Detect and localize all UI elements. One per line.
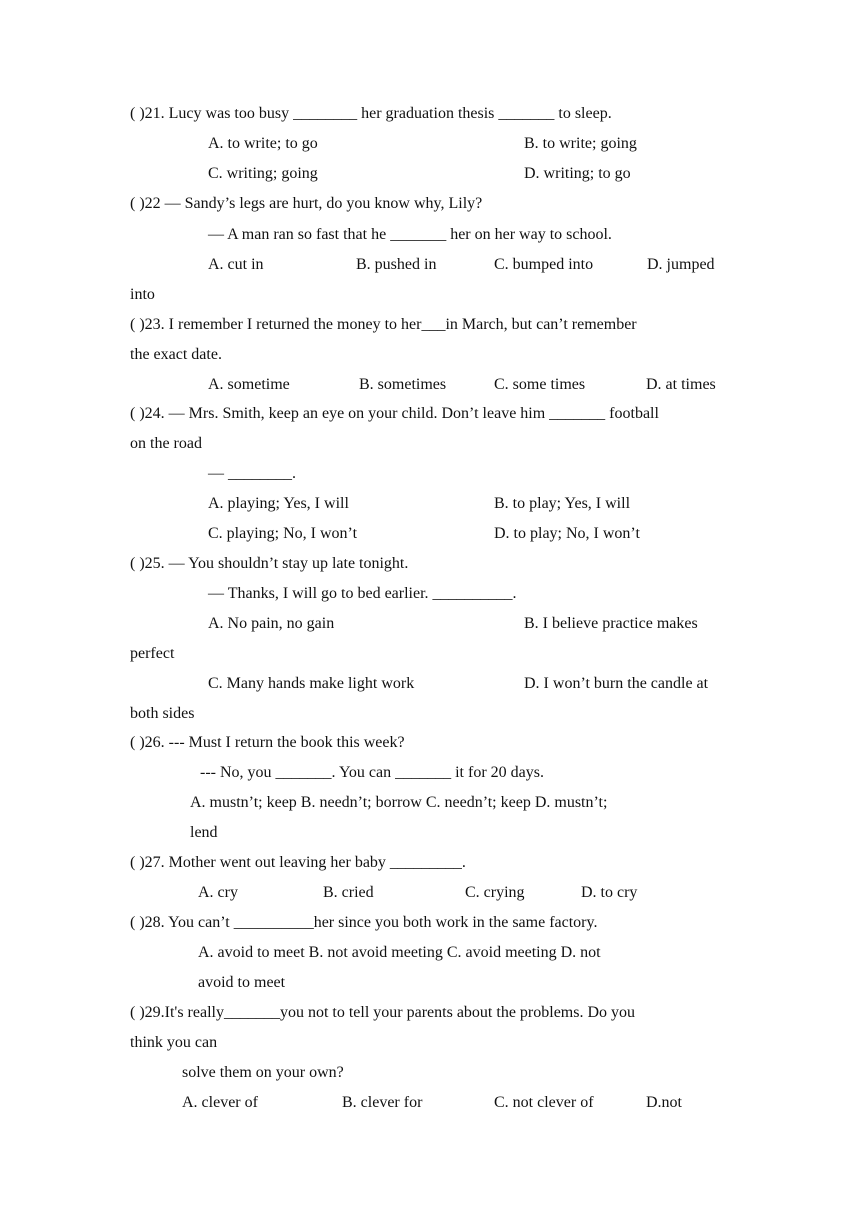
option-b: B. I believe practice makes	[524, 615, 698, 632]
option-a: A. sometime	[208, 376, 290, 393]
options-continued: lend	[190, 824, 218, 841]
option-a: A. clever of	[182, 1094, 258, 1111]
option-d: D. to cry	[581, 884, 638, 901]
option-b: B. clever for	[342, 1094, 423, 1111]
question-dialogue: --- No, you _______. You can _______ it for 20 days.	[200, 764, 544, 781]
option-d-continued: both sides	[130, 705, 195, 722]
option-d: D. I won’t burn the candle at	[524, 675, 709, 692]
question-stem: ( )27. Mother went out leaving her baby _________.	[130, 854, 466, 871]
option-a: A. playing; Yes, I will	[208, 495, 349, 512]
option-b: B. sometimes	[359, 376, 447, 393]
option-b: B. cried	[323, 884, 374, 901]
option-b: B. to play; Yes, I will	[494, 495, 631, 512]
options-continued: avoid to meet	[198, 974, 286, 991]
option-c: C. some times	[494, 376, 586, 393]
question-stem: ( )29.It's really_______you not to tell your parents about the problems. Do you	[130, 1004, 636, 1021]
options-line: A. avoid to meet B. not avoid meeting C. avoid meeting D. not	[198, 944, 601, 961]
option-d: D. at times	[646, 376, 716, 393]
question-reply: — ________.	[208, 465, 296, 482]
question-stem: ( )25. — You shouldn’t stay up late tonight.	[130, 555, 409, 572]
question-stem-continued: think you can	[130, 1034, 218, 1051]
option-d: D. jumped	[647, 256, 715, 273]
question-stem-continued: on the road	[130, 435, 202, 452]
option-c: C. playing; No, I won’t	[208, 525, 358, 542]
option-d-continued: into	[130, 286, 155, 303]
option-d: D. writing; to go	[524, 165, 631, 182]
option-c: C. bumped into	[494, 256, 594, 273]
option-b: B. pushed in	[356, 256, 437, 273]
question-dialogue: — A man ran so fast that he _______ her on her way to school.	[208, 226, 612, 243]
option-b-continued: perfect	[130, 645, 175, 662]
option-a: A. cry	[198, 884, 238, 901]
option-c: C. Many hands make light work	[208, 675, 415, 692]
option-c: C. writing; going	[208, 165, 318, 182]
question-stem: ( )24. — Mrs. Smith, keep an eye on your child. Don’t leave him _______ football	[130, 405, 659, 422]
options-line: A. mustn’t; keep B. needn’t; borrow C. needn’t; keep D. mustn’t;	[190, 794, 608, 811]
option-d: D. to play; No, I won’t	[494, 525, 640, 542]
question-stem: ( )21. Lucy was too busy ________ her graduation thesis _______ to sleep.	[130, 105, 612, 122]
option-a: A. cut in	[208, 256, 264, 273]
question-stem: ( )23. I remember I returned the money to her___in March, but can’t remember	[130, 316, 637, 333]
option-c: C. crying	[465, 884, 525, 901]
option-b: B. to write; going	[524, 135, 637, 152]
question-stem-line3: solve them on your own?	[182, 1064, 344, 1081]
option-d: D.not	[646, 1094, 682, 1111]
question-stem: ( )26. --- Must I return the book this week?	[130, 734, 405, 751]
option-a: A. to write; to go	[208, 135, 318, 152]
question-stem: ( )28. You can’t __________her since you both work in the same factory.	[130, 914, 598, 931]
option-a: A. No pain, no gain	[208, 615, 335, 632]
option-c: C. not clever of	[494, 1094, 594, 1111]
question-dialogue: — Thanks, I will go to bed earlier. __________.	[208, 585, 517, 602]
question-stem: ( )22 — Sandy’s legs are hurt, do you know why, Lily?	[130, 195, 483, 212]
question-stem-continued: the exact date.	[130, 346, 222, 363]
